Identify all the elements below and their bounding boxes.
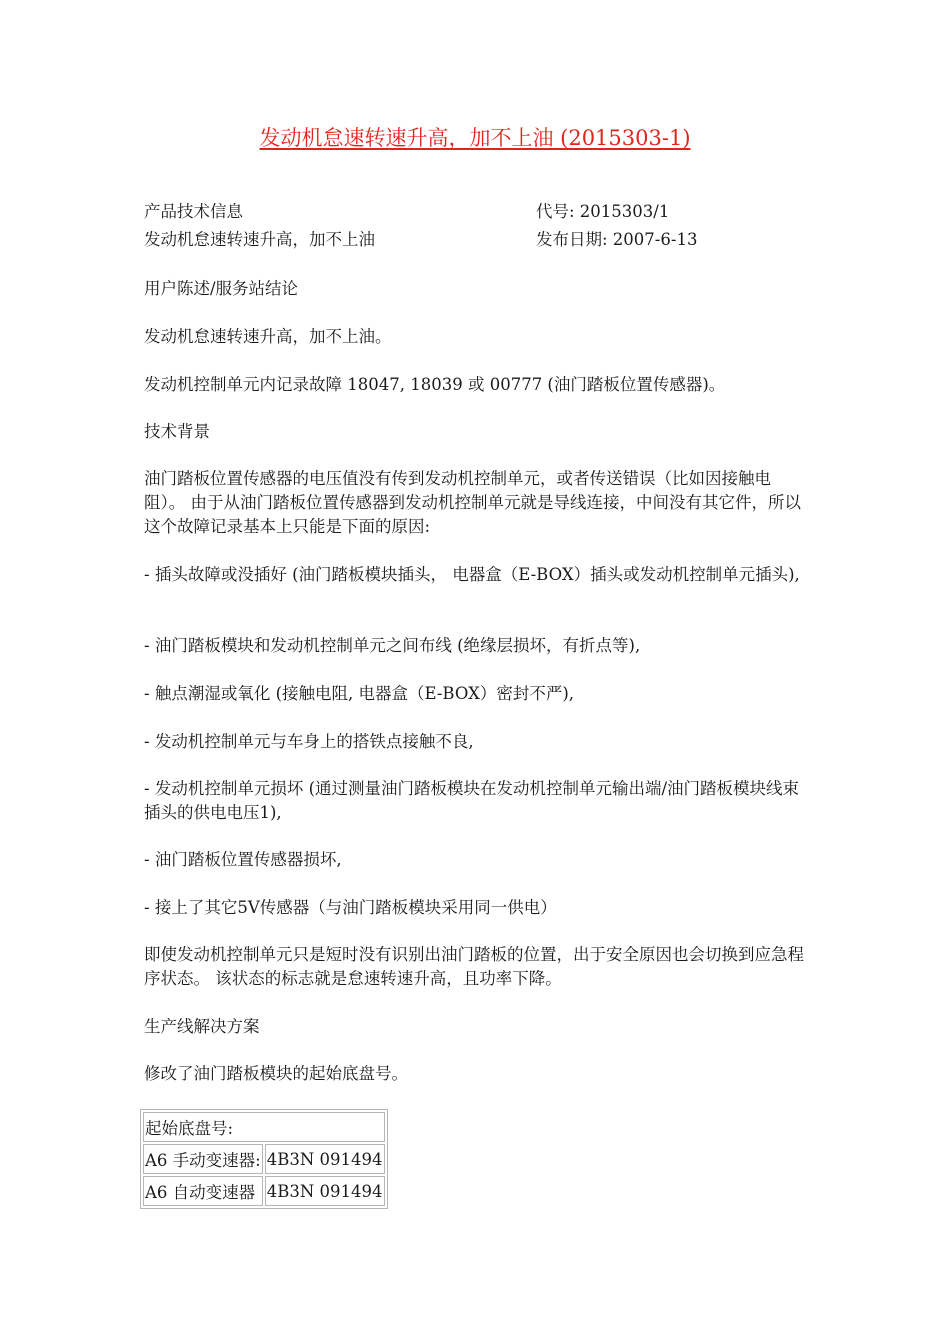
publish-date: 发布日期: 2007-6-13 [536,230,698,249]
chassis-number-table [140,1109,388,1209]
table-row [143,1176,385,1206]
paragraph: 油门踏板位置传感器的电压值没有传到发动机控制单元，或者传送错误（比如因接触电阻）。 由于从油门踏板位置传感器到发动机控制单元就是导线连接，中间没有其它件，所以这个故障记录基本上只能是下面的原因: [144,469,801,536]
cause-item: - 插头故障或没插好 (油门踏板模块插头， 电器盒（E-BOX）插头或发动机控制单元插头), [144,565,800,584]
section-heading-tech-background: 技术背景 [144,422,210,441]
table-row [143,1112,385,1142]
cause-item: - 发动机控制单元损坏 (通过测量油门踏板模块在发动机控制单元输出端/油门踏板模块线束插头的供电电压1), [144,779,800,822]
table-cell-label: A6 手动变速器: [143,1144,263,1174]
paragraph: 修改了油门踏板模块的起始底盘号。 [144,1064,408,1083]
paragraph: 发动机怠速转速升高，加不上油。 [144,327,392,346]
table-row [143,1144,385,1174]
table-cell-value: 4B3N 091494 [265,1176,385,1206]
cause-item: - 油门踏板位置传感器损坏, [144,850,342,869]
table-header-cell: 起始底盘号: [143,1112,385,1142]
cause-item: - 油门踏板模块和发动机控制单元之间布线 (绝缘层损坏，有折点等), [144,636,641,655]
paragraph: 即使发动机控制单元只是短时没有识别出油门踏板的位置，出于安全原因也会切换到应急程序状态。 该状态的标志就是怠速转速升高，且功率下降。 [144,945,804,988]
section-heading-user-statement: 用户陈述/服务站结论 [144,279,299,298]
table-cell-value: 4B3N 091494 [265,1144,385,1174]
cause-item: - 接上了其它5V传感器（与油门踏板模块采用同一供电） [144,898,557,917]
doc-type-label: 产品技术信息 [144,202,243,221]
doc-code: 代号: 2015303/1 [536,202,670,221]
paragraph: 发动机控制单元内记录故障 18047, 18039 或 00777 (油门踏板位置传感器)。 [144,375,726,394]
doc-subject: 发动机怠速转速升高，加不上油 [144,230,375,249]
section-heading-solution: 生产线解决方案 [144,1017,260,1036]
document-title: 发动机怠速转速升高，加不上油 (2015303-1) [259,126,691,150]
cause-item: - 发动机控制单元与车身上的搭铁点接触不良, [144,732,474,751]
table-cell-label: A6 自动变速器 [143,1176,263,1206]
cause-item: - 触点潮湿或氧化 (接触电阻, 电器盒（E-BOX）密封不严), [144,684,575,703]
